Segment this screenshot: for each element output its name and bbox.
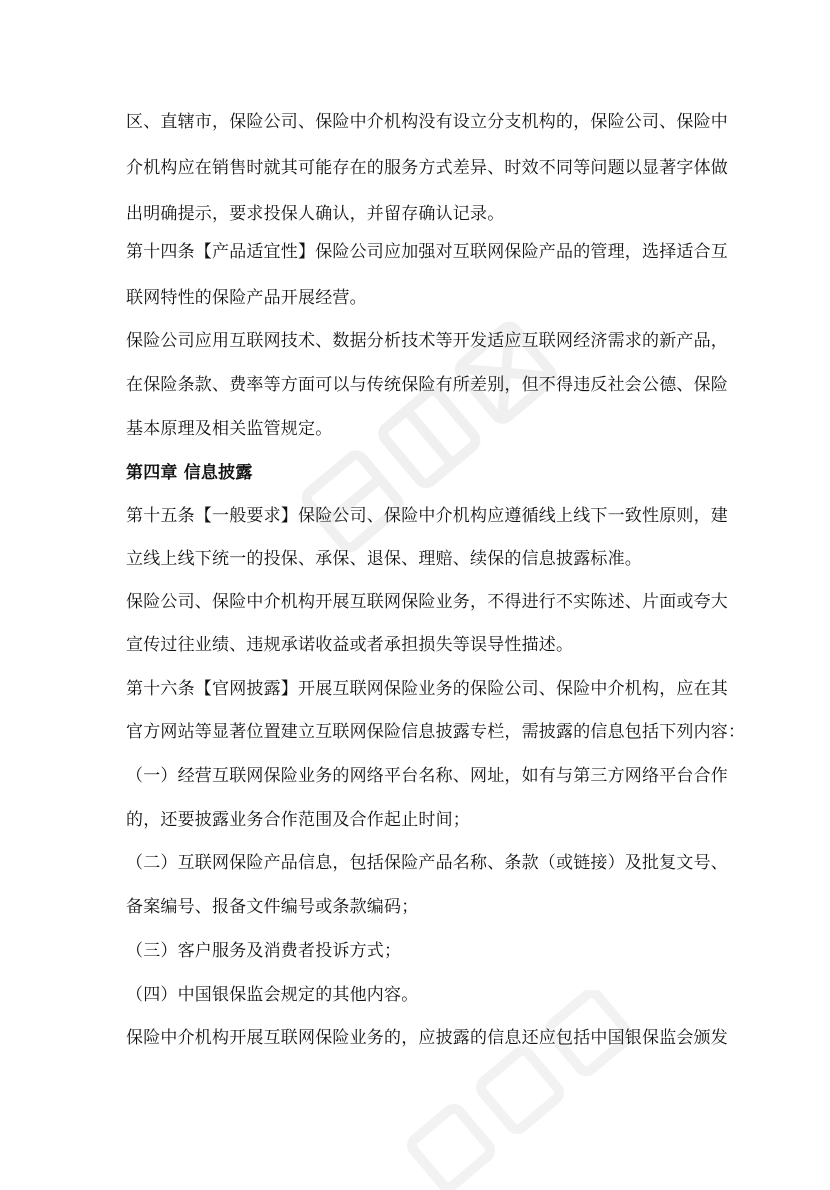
watermark-fragment-icon [360,990,680,1190]
text-line: 在保险条款、费率等方面可以与传统保险有所差别，但不得违反社会公德、保险 [126,375,728,395]
text-line: 基本原理及相关监管规定。 [126,419,333,439]
list-item: （一）经营互联网保险业务的网络平台名称、网址，如有与第三方网络平台合作 [126,766,728,786]
article-16-line: 第十六条【官网披露】开展互联网保险业务的保险公司、保险中介机构，应在其 [126,679,728,699]
text-line: 宣传过往业绩、违规承诺收益或者承担损失等误导性描述。 [126,635,574,655]
list-item: （四）中国银保监会规定的其他内容。 [126,985,419,1005]
text-line: 区、直辖市，保险公司、保险中介机构没有设立分支机构的，保险公司、保险中 [126,112,728,132]
text-line: 出明确提示，要求投保人确认，并留存确认记录。 [126,204,505,224]
text-line: 立线上线下统一的投保、承保、退保、理赔、续保的信息披露标准。 [126,549,642,569]
text-line: 官方网站等显著位置建立互联网保险信息披露专栏，需披露的信息包括下列内容： [126,722,746,742]
chapter-heading: 第四章 信息披露 [126,463,253,483]
list-item: （三）客户服务及消费者投诉方式； [126,941,402,961]
text-line: 介机构应在销售时就其可能存在的服务方式差异、时效不同等问题以显著字体做 [126,158,728,178]
text-line: 保险公司应用互联网技术、数据分析技术等开发适应互联网经济需求的新产品， [126,331,728,351]
text-line: 保险公司、保险中介机构开展互联网保险业务，不得进行不实陈述、片面或夸大 [126,592,728,612]
article-15-line: 第十五条【一般要求】保险公司、保险中介机构应遵循线上线下一致性原则，建 [126,506,728,526]
text-line: 备案编号、报备文件编号或条款编码； [126,897,419,917]
list-item: （二）互联网保险产品信息，包括保险产品名称、条款（或链接）及批复文号、 [126,853,728,873]
article-14-line: 第十四条【产品适宜性】保险公司应加强对互联网保险产品的管理，选择适合互 [126,242,728,262]
text-line: 保险中介机构开展互联网保险业务的，应披露的信息还应包括中国银保监会颁发 [126,1028,728,1048]
text-line: 联网特性的保险产品开展经营。 [126,288,367,308]
text-line: 的，还要披露业务合作范围及合作起止时间； [126,810,470,830]
